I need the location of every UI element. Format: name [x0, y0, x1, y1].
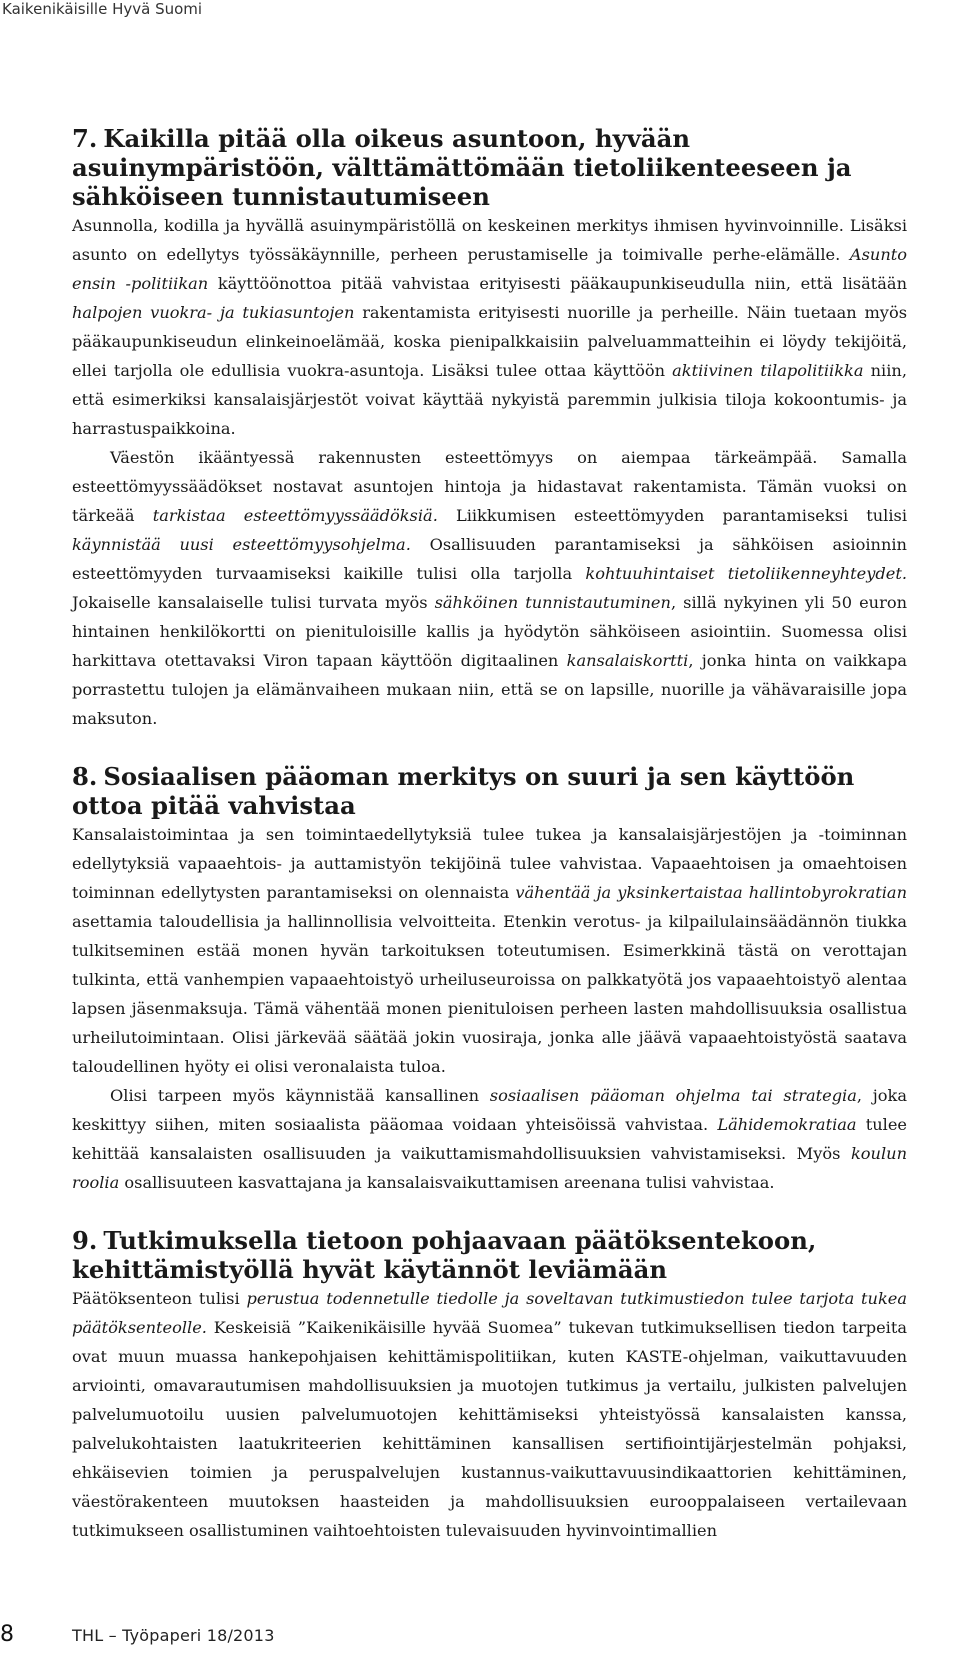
page-footer	[0, 1620, 960, 1660]
emphasis-text: koulun roolia	[72, 1144, 907, 1192]
body-text: asettamia taloudellisia ja hallinnollisia velvoitteita. Etenkin verotus- ja kilpailulainsäädännön tiukka tulkitseminen estää monen hyvän tarkoituksen toteutumisen. Esimerkkinä tästä on verottajan tulkinta, että vanhempien vapaaehtoistyö urheiluseuroissa on palkkatyötä jos vapaaehtoistyö alentaa lapsen jäsenmaksuja. Tämä vähentää monen pienituloisen perheen lasten mahdollisuuksia osallistua urheilutoimintaan. Olisi järkevää säätää jokin vuosiraja, jonka alle jäävä vapaaehtoistyöstä saatava taloudellinen hyöty ei olisi veronalaista tuloa.	[72, 912, 907, 1076]
body-text: Päätöksenteon tulisi	[72, 1289, 247, 1308]
emphasis-text: sähköinen tunnistautuminen	[434, 593, 671, 612]
section-title: Sosiaalisen pääoman merkitys on suuri ja sen käyttöön ottoa pitää vahvistaa	[72, 762, 855, 820]
emphasis-text: halpojen vuokra- ja tukiasuntojen	[72, 303, 355, 322]
body-text: , sillä nykyinen yli 50 euron hintainen henkilökortti on pienituloisille kallis ja hyödytön sähköiseen asiointiin. Suomessa olisi harkittava otettavaksi Viron tapaan käyttöön digitaalinen	[72, 593, 907, 670]
body-text: Keskeisiä ”Kaikenikäisille hyvää Suomea” tukevan tutkimuksellisen tiedon tarpeita ovat muun muassa hankepohjaisen kehittämispolitiikan, kuten KASTE-ohjelman, vaikuttavuuden arviointi, omavarautumisen mahdollisuuksien ja muotojen tutkimus ja vertailu, julkisten palvelujen palvelumuotoilu uusien palvelumuotojen kehittämiseksi yhteistyössä kansalaisten kanssa, palvelukohtaisten laatukriteerien kehittäminen kansallisen sertifiointijärjestelmän pohjaksi, ehkäisevien toimien ja peruspalvelujen kustannus-vaikuttavuusindikaattorien kehittäminen, väestörakenteen muutoksen haasteiden ja mahdollisuuksien eurooppalaiseen vertailevaan tutkimukseen osallistuminen vaihtoehtoisten tulevaisuuden hyvinvointimallien	[72, 1318, 907, 1540]
emphasis-text: kansalaiskortti	[566, 651, 689, 670]
body-text: Liikkumisen esteettömyyden parantamiseksi tulisi	[437, 506, 907, 525]
publication-series: THL – Työpaperi 18/2013	[72, 1626, 275, 1645]
body-text: Asunnolla, kodilla ja hyvällä asuinympäristöllä on keskeinen merkitys ihmisen hyvinvoinnille. Lisäksi asunto on edellytys työssäkäynnille, perheen perustamiselle ja toimivalle perhe-elämälle.	[72, 216, 907, 264]
emphasis-text: aktiivinen tilapolitiikka	[672, 361, 864, 380]
paragraph	[72, 1284, 907, 1545]
emphasis-text: perustua todennetulle tiedolle ja soveltavan tutkimustiedon tulee tarjota tukea päätöksenteolle.	[72, 1289, 907, 1337]
emphasis-text: Asunto ensin -politiikan	[72, 245, 907, 293]
section-heading	[72, 124, 907, 211]
page-number: 8	[0, 1622, 14, 1647]
section-8	[72, 762, 907, 1197]
body-text: Jokaiselle kansalaiselle tulisi turvata myös	[72, 593, 435, 612]
body-text: , joka keskittyy siihen, miten sosiaalista pääomaa voidaan yhteisöissä vahvistaa.	[72, 1086, 908, 1134]
section-9	[72, 1226, 907, 1545]
body-text: Kansalaistoimintaa ja sen toimintaedellytyksiä tulee tukea ja kansalaisjärjestöjen ja -toiminnan edellytyksiä vapaaehtois- ja auttamistyön tekijöinä tulee vahvistaa. Vapaaehtoisen ja omaehtoisen toiminnan edellytysten parantamiseksi on olennaista	[72, 825, 907, 902]
section-gap	[72, 733, 907, 762]
emphasis-text: käynnistää uusi esteettömyysohjelma.	[72, 535, 411, 554]
emphasis-text: vähentää ja yksinkertaistaa hallintobyrokratian	[515, 883, 907, 902]
emphasis-text: tarkistaa esteettömyyssäädöksiä.	[152, 506, 438, 525]
section-number: 7.	[72, 124, 98, 153]
page-content	[72, 124, 907, 1545]
body-text: niin, että esimerkiksi kansalaisjärjestöt voivat käyttää nykyistä paremmin julkisia tiloja kokoontumis- ja harrastuspaikkoina.	[72, 361, 907, 438]
paragraph	[72, 820, 907, 1081]
running-head: Kaikenikäisille Hyvä Suomi	[2, 0, 203, 18]
body-text: Osallisuuden parantamiseksi ja sähköisen asioinnin esteettömyyden turvaamiseksi kaikille tulisi olla tarjolla	[72, 535, 907, 583]
body-text: , jonka hinta on vaikkapa porrastettu tulojen ja elämänvaiheen mukaan niin, että se on lapsille, nuorille ja vähävaraisille jopa maksuton.	[72, 651, 907, 728]
paragraph	[72, 443, 907, 733]
body-text: osallisuuteen kasvattajana ja kansalaisvaikuttamisen areenana tulisi vahvistaa.	[119, 1173, 775, 1192]
section-heading	[72, 1226, 907, 1284]
paragraph	[72, 211, 907, 443]
section-heading	[72, 762, 907, 820]
section-number: 8.	[72, 762, 98, 791]
emphasis-text: sosiaalisen pääoman ohjelma tai strategia	[489, 1086, 857, 1105]
body-text: rakentamista erityisesti nuorille ja perheille. Näin tuetaan myös pääkaupunkiseudun elinkeinoelämää, koska pienipalkkaisiin palveluammatteihin ei löydy tekijöitä, ellei tarjolla ole edullisia vuokra-asuntoja. Lisäksi tulee ottaa käyttöön	[72, 303, 907, 380]
section-number: 9.	[72, 1226, 98, 1255]
body-text: käyttöönottoa pitää vahvistaa erityisesti pääkaupunkiseudulla niin, että lisätään	[208, 274, 907, 293]
section-7	[72, 124, 907, 733]
body-text: tulee kehittää kansalaisten osallisuuden ja vaikuttamismahdollisuuksien vahvistamiseksi. Myös	[72, 1115, 907, 1163]
section-gap	[72, 1197, 907, 1226]
emphasis-text: Lähidemokratiaa	[717, 1115, 857, 1134]
body-text: Olisi tarpeen myös käynnistää kansallinen	[110, 1086, 490, 1105]
paragraph	[72, 1081, 907, 1197]
section-title: Kaikilla pitää olla oikeus asuntoon, hyvään asuinympäristöön, välttämättömään tietoliikenteeseen ja sähköiseen tunnistautumiseen	[72, 124, 852, 211]
section-title: Tutkimuksella tietoon pohjaavaan päätöksentekoon, kehittämistyöllä hyvät käytännöt leviämään	[72, 1226, 817, 1284]
emphasis-text: kohtuuhintaiset tietoliikenneyhteydet.	[585, 564, 907, 583]
body-text: Väestön ikääntyessä rakennusten esteettömyys on aiempaa tärkeämpää. Samalla esteettömyyssäädökset nostavat asuntojen hintoja ja hidastavat rakentamista. Tämän vuoksi on tärkeää	[72, 448, 907, 525]
